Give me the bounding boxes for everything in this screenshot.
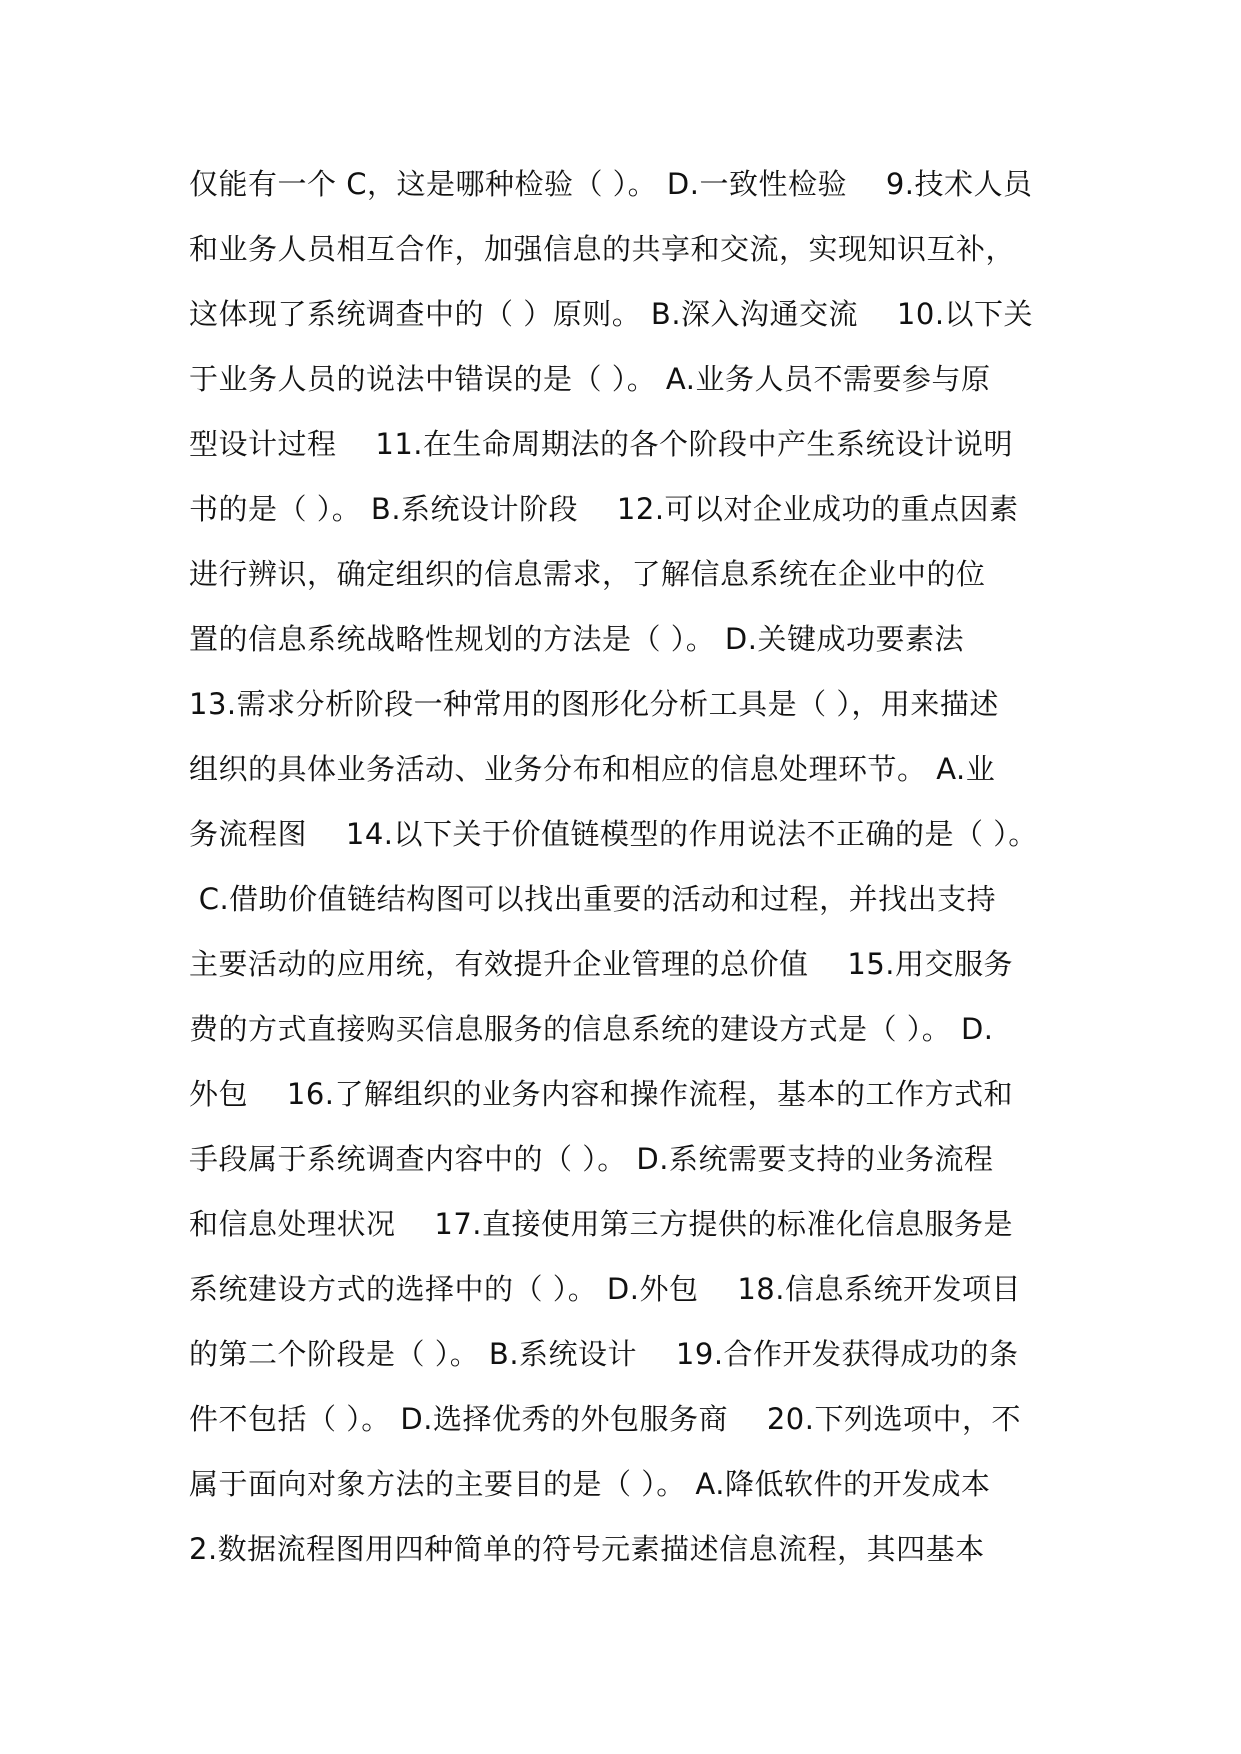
text-line: 务流程图 14.以下关于价值链模型的作用说法不正确的是（ ）。 [189, 817, 1038, 851]
text-line: 仅能有一个 C，这是哪种检验（ ）。 D.一致性检验 9.技术人员 [189, 167, 1033, 201]
text-line: 和信息处理状况 17.直接使用第三方提供的标准化信息服务是 [189, 1207, 1013, 1241]
text-line: 的第二个阶段是（ ）。 B.系统设计 19.合作开发获得成功的条 [189, 1337, 1019, 1371]
text-line: 2.数据流程图用四种简单的符号元素描述信息流程，其四基本 [189, 1532, 985, 1566]
text-line: 13.需求分析阶段一种常用的图形化分析工具是（ ），用来描述 [189, 687, 999, 721]
text-line: 主要活动的应用统，有效提升企业管理的总价值 15.用交服务 [189, 947, 1013, 981]
text-line: 外包 16.了解组织的业务内容和操作流程，基本的工作方式和 [189, 1077, 1013, 1111]
text-line: 置的信息系统战略性规划的方法是（ ）。 D.关键成功要素法 [189, 622, 964, 656]
text-line: C.借助价值链结构图可以找出重要的活动和过程，并找出支持 [189, 882, 997, 916]
text-body [189, 152, 1189, 1582]
text-line: 组织的具体业务活动、业务分布和相应的信息处理环节。 A.业 [189, 752, 996, 786]
text-line: 这体现了系统调查中的（ ）原则。 B.深入沟通交流 10.以下关 [189, 297, 1034, 331]
text-line: 费的方式直接购买信息服务的信息系统的建设方式是（ ）。 D. [189, 1012, 994, 1046]
text-line: 进行辨识，确定组织的信息需求，了解信息系统在企业中的位 [189, 557, 986, 591]
text-line: 于业务人员的说法中错误的是（ ）。 A.业务人员不需要参与原 [189, 362, 991, 396]
text-line: 和业务人员相互合作，加强信息的共享和交流，实现知识互补， [189, 232, 1016, 266]
text-line: 书的是（ ）。 B.系统设计阶段 12.可以对企业成功的重点因素 [189, 492, 1019, 526]
text-line: 型设计过程 11.在生命周期法的各个阶段中产生系统设计说明 [189, 427, 1013, 461]
text-line: 件不包括（ ）。 D.选择优秀的外包服务商 20.下列选项中，不 [189, 1402, 1021, 1436]
text-line: 系统建设方式的选择中的（ ）。 D.外包 18.信息系统开发项目 [189, 1272, 1021, 1306]
text-line: 手段属于系统调查内容中的（ ）。 D.系统需要支持的业务流程 [189, 1142, 994, 1176]
text-line: 属于面向对象方法的主要目的是（ ）。 A.降低软件的开发成本 [189, 1467, 991, 1501]
